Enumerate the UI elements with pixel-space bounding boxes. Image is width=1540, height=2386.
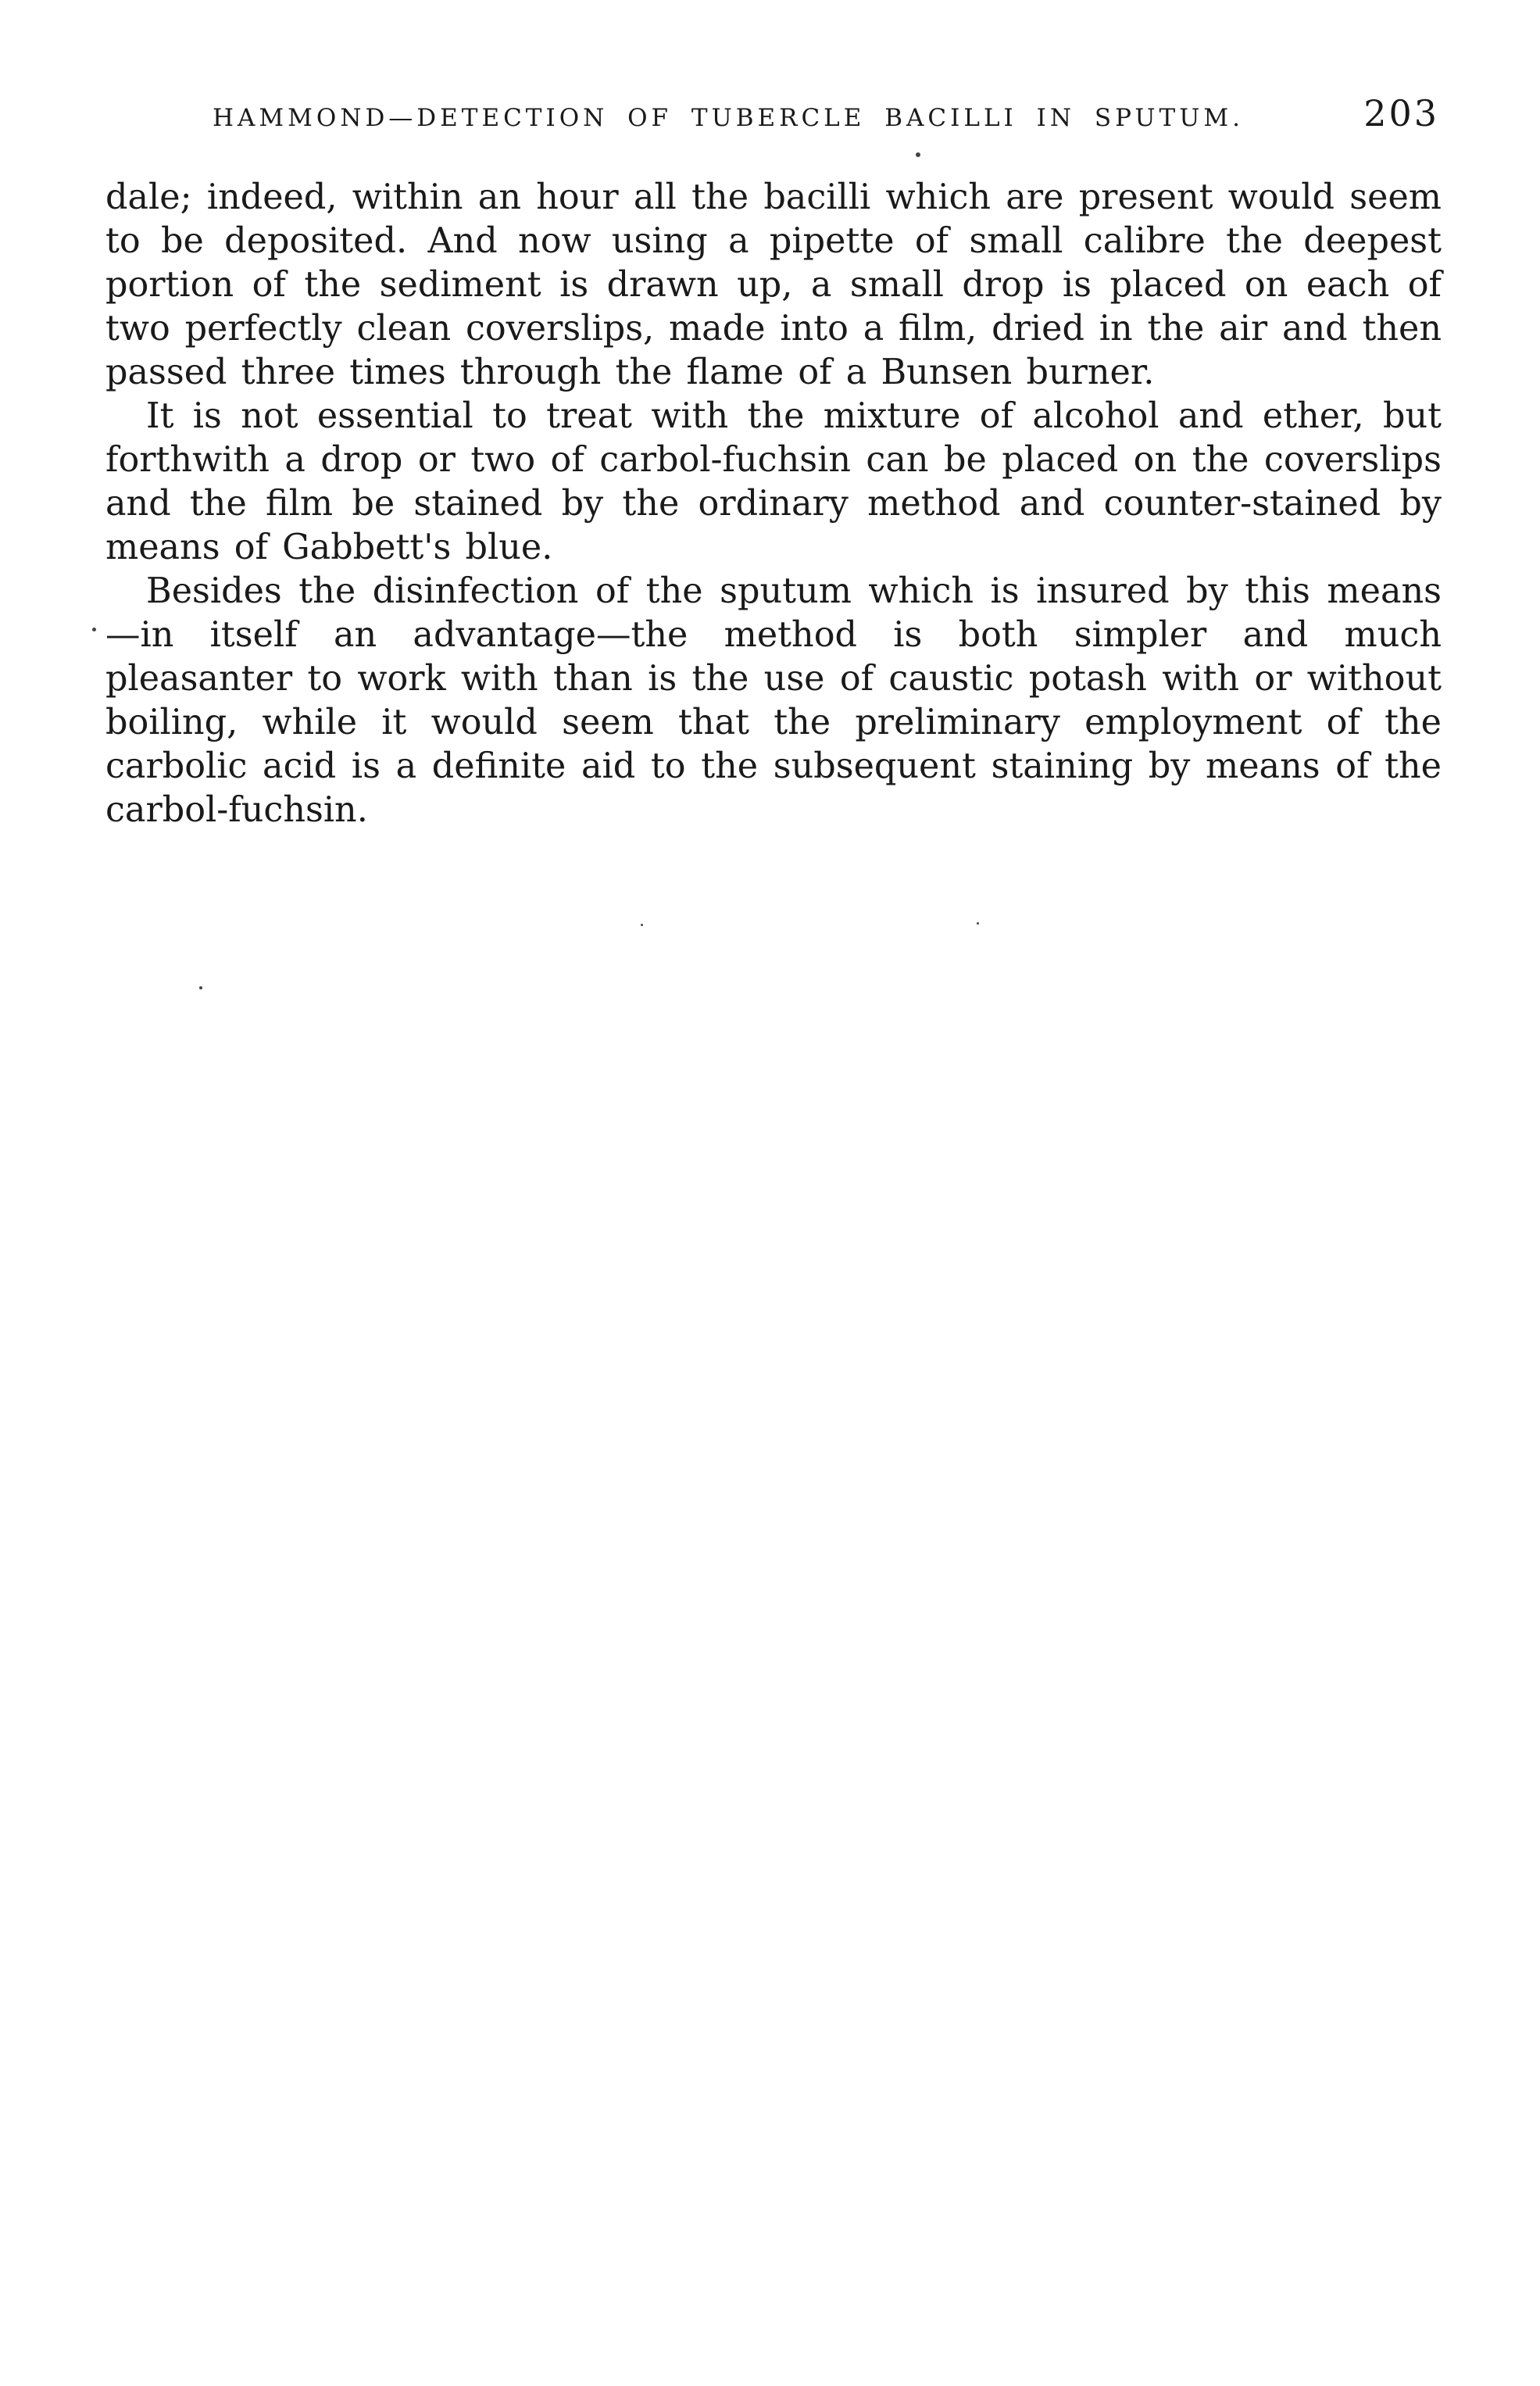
- running-title: HAMMOND—DETECTION OF TUBERCLE BACILLI IN SPUTUM.: [213, 104, 1244, 132]
- body-text: [105, 176, 1442, 832]
- paragraph: It is not essential to treat with the mixture of alcohol and ether, but forthwith a drop or two of carbol-fuchsin can be placed on the coverslips and the film be stained by the ordinary method and counter-stained by means of Gabbett's blue.: [105, 396, 1442, 567]
- scan-speck: [641, 924, 643, 926]
- paragraph: Besides the disinfection of the sputum which is insured by this means —in itself an advantage—the method is both simpler and much pleasanter to work with than is the use of caustic potash with or without boiling, while it would seem that the preliminary employment of the carbolic acid is a definite aid to the subsequent staining by means of the carbol-fuchsin.: [105, 571, 1442, 830]
- scan-speck: [916, 152, 920, 157]
- page-number: 203: [1363, 92, 1439, 134]
- scan-speck: [92, 628, 96, 631]
- scan-speck: [977, 922, 979, 925]
- running-head: [213, 92, 1439, 147]
- paragraph-continued: dale; indeed, within an hour all the bacilli which are present would seem to be deposited. And now using a pipette of small calibre the deepest portion of the sediment is drawn up, a small drop is placed on each of two perfectly clean coverslips, made into a film, dried in the air and then passed three times through the flame of a Bunsen burner.: [105, 177, 1442, 392]
- scan-speck: [199, 986, 202, 989]
